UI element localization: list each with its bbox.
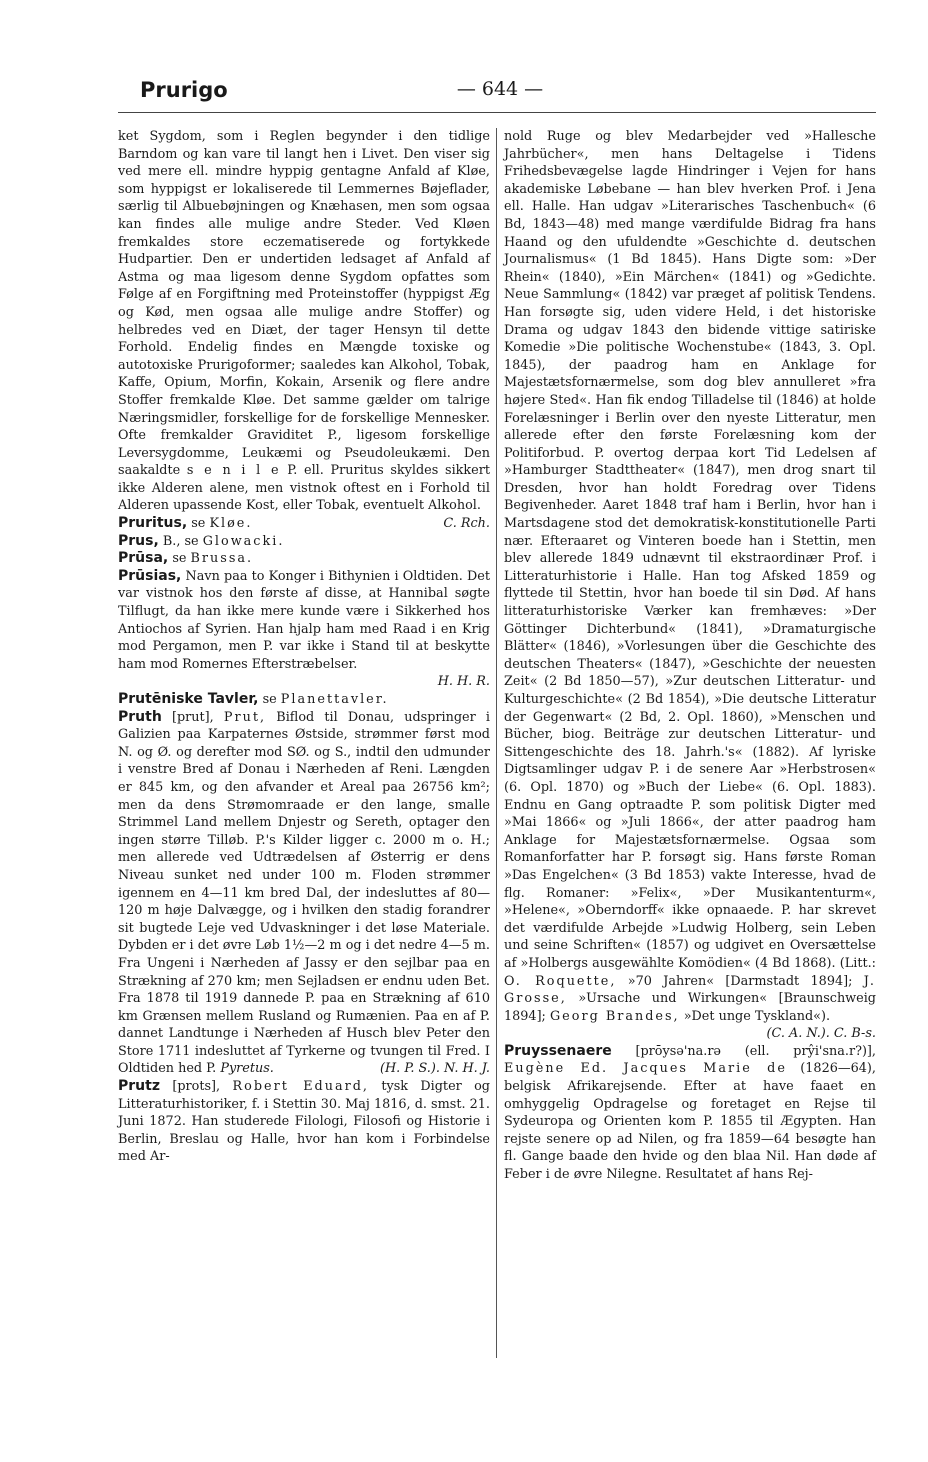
entry-prusias [118,568,490,674]
text-run: (1826—64), belgisk Afrikarejsende. Efter at have faaet en omhyggelig Opdragelse og foretaget en Rejse til Sydeuropa og Orienten kom P. 1855 til Ægypten. Han rejste senere op ad Nilen, og fra 1859—64 besøgte han fl. Gange baade den hvide og den blaa Nil. Han døde af Feber i de øvre Nilegne. Resultatet af hans Rej- [504,1061,876,1183]
text-run: Prutz [118,1078,160,1095]
left-column [118,128,490,1166]
text-run: »Det unge Tyskland«). [683,1008,831,1024]
text-run: Brussa. [190,551,254,567]
text-run: Georg Brandes, [549,1008,680,1024]
text-run: tysk Digter og Litteraturhistoriker, f. i Stettin 30. Maj 1816, d. smst. 21. Juni 1872. Han studerede Filologi, Filosofi og Historie i Berlin, Breslau og Halle, hvor han kom i Forbindelse med Ar- [118,1079,491,1165]
entry-prutz [118,1078,490,1166]
text-run: se [262,692,277,707]
text-run: nold Ruge og blev Medarbejder ved »Hallesche Jahrbücher«, men hans Deltagelse i Tidens Frihedsbevægelse lagde Hindringer i Vejen for hans akademiske Løbebane — han blev hverken Prof. i Jena ell. Halle. Han udgav »Literarisches Taschenbuch« (6 Bd, 1843—48) med mange værdifulde Bidrag fra hans Haand og den ufuldendte »Geschichte d. deutschen Journalismus« (1 Bd 1845). Hans Digte som: »Der Rhein« (1840), »Ein Märchen« (1841) og »Gedichte. Neue Sammlung« (1842) var præget af politisk Tendens. Han forsøgte sig, uden videre Held, i det historiske Drama og udgav 1843 den bidende vittige satiriske Komedie »Die politische Wochenstube« (1843, 3. Opl. 1845), der paadrog ham en Anklage for Majestætsfornærmelse, som dog blev annulleret »fra højere Sted«. Han fik endog Tilladelse til (1846) at holde Forelæsninger i Berlin over den nyeste Litteratur, men allerede efter den første Forelæsning kom der Politiforbud. P. overtog derpaa kort Tid Ledelsen af »Hamburger Stadttheater« (1847), men drog snart til Dresden, hvor han holdt Foredrag over Tidens Begivenheder. Aaret 1848 traf ham i Berlin, hvor han i Martsdagene stod det demokratisk-konstitutionelle Parti nær. Efteraaret og Vinteren boede han i Stettin, men blev allerede 1849 udnævnt til ekstraordinær Prof. i Litteraturhistorie i Halle. Han tog Afsked 1859 og flyttede til Stettin, hvor han boede til sin Død. Af hans litteraturhistoriske Værker kan fremhæves: »Der Göttinger Dichterbund« (1841), »Dramaturgische Blätter« (1846), »Vorlesungen über die Geschichte des deutschen Theaters« (1847), »Geschichte der neuesten Zeit« (2 Bd 1850—57), »Zur deutschen Litteratur- und Kulturgeschichte« (2 Bd 1854), »Die deutsche Litteratur der Gegenwart« (2 Bd, 2. Opl. 1860), »Menschen und Bücher, biog. Beiträge zur deutschen Litteratur- und Sittengeschichte des 18. Jahrh.'s« (1882). Af lyriske Digtsamlinger udgav P. i de senere Aar »Herbstrosen« (6. Opl. 1870) og »Buch der Liebe« (6. Opl. 1883). Endnu en Gang optraadte P. som politisk Digter med »Mai 1866« og »Juli 1866«, der atter paadrog ham Anklage for Majestætsfornærmelse. Ogsaa som Romanforfatter har P. forsøgt sig. Hans første Roman »Das Engelchen« (3 Bd 1853) vakte Interesse, hvad de flg. Romaner: »Felix«, »Der Musikantenturm«, »Helene«, »Oberndorff« ikke opnaaede. P. har skrevet det værdifulde Arbejde »Ludwig Holberg, sein Leben und seine Schriften« (1857) og udgivet en Oversættelse af »Holbergs ausgewählte Komödien« (4 Bd 1868). [504,129,876,971]
text-run: Navn paa to Konger i Bithynien i Oldtiden. Det var vistnok hos den første af disse, at Hannibal søgte Tilflugt, da han ikke mere kunde være i Sikkerhed hos Antiochos af Syrien. Han hjalp ham med Raad i en Krig mod Pergamon, men P. var ikke i Stand til at beskytte ham mod Romernes Efterstræbelser. [118,568,490,672]
signature: (H. P. S.). N. H. J. [380,1061,490,1077]
text-run: Pruritus, [118,515,188,532]
entry-prurigo-continuation [118,128,490,532]
text-run: s e n i l e [186,463,281,479]
text-run: (Litt.: [839,955,876,971]
text-run: »70 Jahren« [Darmstadt 1894]; [627,973,853,989]
running-head-word: Prurigo [140,78,228,102]
text-run: [prots], [172,1079,221,1095]
text-run: Prutēniske Tavler, [118,691,259,707]
column-divider [496,128,497,1358]
text-run: Pruyssenaere [504,1042,612,1059]
text-run: P. ell. Pruritus skyldes sikkert ikke Alderen alene, men vistnok oftest en i Forhold til Alderen upassende Kost, eller Tobak, eventuelt Alkohol. [118,463,490,514]
header-rule [118,112,876,113]
text-run: se [191,516,206,532]
text-run: J. Grosse, [504,973,876,1007]
text-run: B., se [162,533,199,549]
entry-pruth [118,709,490,1078]
text-run: Glowacki. [202,533,285,549]
entry-prutenisk [118,691,490,709]
text-run: [prōysə'na.rə (ell. prŷi'sna.r?)], [635,1043,876,1059]
text-run: ket Sygdom, som i Reglen begynder i den tidlige Barndom og kan vare til langt hen i Livet. Den viser sig ved mere ell. mindre hyppig gentagne Anfald af Kløe, som hyppigst er lokaliserede til Lemmernes Bøjeflader, særlig til Albuebøjningen og Knæhasen, men som ogsaa kan findes alle mulige andre Steder. Ved Kløen fremkaldes store eczematiserede og fortykkede Hudpartier. Den er undertiden ledsaget af Anfald af Astma og maa ligesom denne Sygdom opfattes som Følge af en Forgiftning med Proteinstoffer (hyppigst Æg og Kød, men ogsaa alle mulige andre Stoffer) og helbredes ved en Diæt, der tager Hensyn til dette Forhold. Endelig findes en Mængde toxiske og autotoxiske Prurigoformer; saaledes kan Alkohol, Tobak, Kaffe, Opium, Morfin, Kokain, Arsenik og flere andre Stoffer fremkalde Kløe. Det samme gælder om talrige Næringsmidler, forskellige for de forskellige Mennesker. Ofte fremkalder Graviditet P., ligesom forskellige Leversygdomme, Leukæmi og Pseudoleukæmi. Den saakaldte [118,129,490,479]
text-run: Pruth [118,708,162,725]
page-number: — 644 — [456,78,544,100]
text-run: [prut], [171,709,214,725]
entry-pruritus [118,515,490,533]
text-run: Biflod til Donau, udspringer i Galizien paa Karpaternes Østside, strømmer først mod N. og Ø. og derefter mod SØ. og S., indtil den udmunder i venstre Bred af Donau i Nærheden af Reni. Længden er 845 km, og den afvander et Areal paa 26756 km²; men da dens Strømomraade er den lange, smalle Strimmel Land mellem Dnjestr og Sereth, optager den ingen større Tilløb. P.'s Kilder ligger c. 2000 m o. H.; men allerede ved Udtrædelsen af Østerrig er dens Niveau sunket ned under 100 m. Floden strømmer igennem en 4—11 km bred Dal, der indesluttes af 80—120 m høje Dalvægge, og i hvilken den stadig forandrer sit bugtede Leje ved Udvaskninger i det løse Materiale. Dybden er i det øvre Løb 1½—2 m og i det nedre 4—5 m. Fra Ungeni i Nærheden af Jassy er den sejlbar paa en Strækning af 270 km; men Sejladsen er endnu uden Bet. Fra 1878 til 1919 dannede P. paa en Strækning af 610 km Grænsen mellem Rusland og Rumænien. Paa en af P. dannet Landtunge i Nærheden af Husch blev Peter den Store 1711 indesluttet af Tyrkerne og tvungen til Fred. I Oldtiden hed P. [118,709,491,1077]
text-run: Prūsa, [118,550,169,567]
text-run: Kløe. [209,516,253,532]
text-run: Planettavler. [280,692,389,707]
text-run: Eugène Ed. Jacques Marie de [504,1061,787,1077]
page-header [118,74,876,108]
entry-prutz-continuation [504,128,876,1025]
signature: (C. A. N.). C. B-s. [766,1026,876,1042]
entry-pruyssenaere [504,1043,876,1184]
text-run: Pyretus. [220,1061,274,1077]
text-run: Prūsias, [118,567,182,584]
text-run: se [172,551,187,567]
text-run: »Ursache und Wirkungen« [Braunschweig 1894]; [504,991,876,1024]
right-column [504,128,876,1184]
text-run: Prus, [118,532,159,549]
text-run: Robert Eduard, [232,1079,369,1095]
text-run: Prut, [223,709,267,725]
text-run: O. Roquette, [504,973,617,989]
signature: C. Rch. [443,516,490,532]
entry-prus [118,533,490,551]
signature: H. H. R. [437,674,490,690]
entry-prusa [118,550,490,568]
